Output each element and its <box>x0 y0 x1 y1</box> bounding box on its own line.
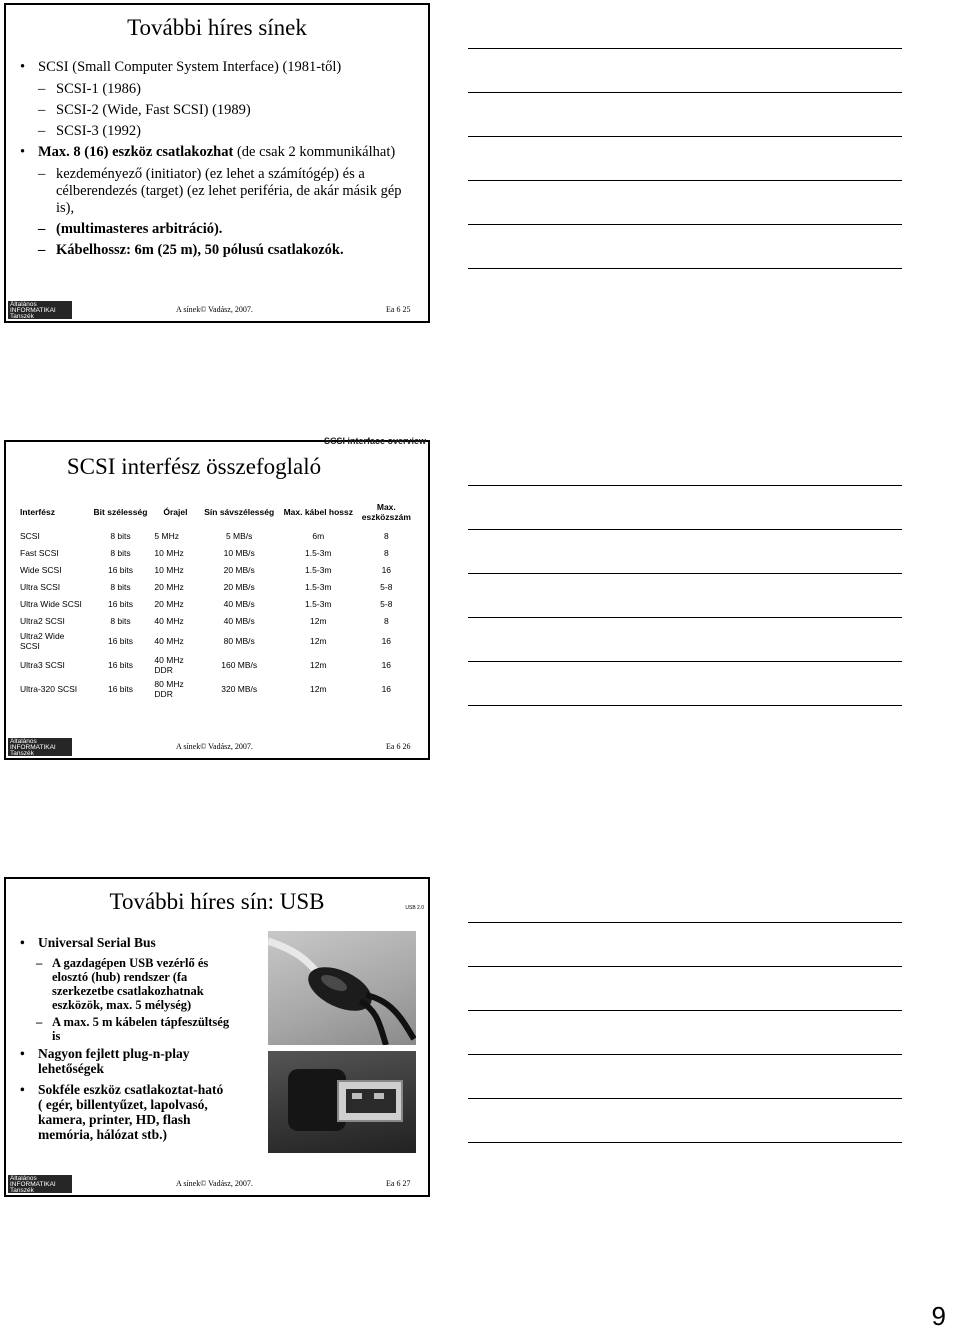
sub-bullet-item: – (multimasteres arbitráció). <box>18 221 414 238</box>
sub-bullet-item: – kezdeményező (initiator) (ez lehet a számítógép) és a célberendezés (target) (ez lehet periféria, de akár másik gép is), <box>18 166 414 217</box>
table-cell: 40 MHz <box>154 615 184 626</box>
footer-copyright: A sínek© Vadász, 2007. <box>176 742 253 751</box>
table-cell: 12m <box>310 660 327 670</box>
logo-line: Általános <box>10 738 37 745</box>
table-cell: 12m <box>310 684 327 694</box>
sub-bullet-item: – SCSI-3 (1992) <box>18 123 414 140</box>
logo-line: INFORMATIKAI <box>10 744 56 751</box>
table-cell: 16 bits <box>107 598 134 609</box>
table-cell: 40 MB/s <box>223 598 255 609</box>
table-cell: 10 MB/s <box>223 547 255 558</box>
slide-title: További híres sín: USB <box>109 889 325 914</box>
column-header: Interfész <box>20 507 55 517</box>
department-logo <box>8 738 72 756</box>
table-cell: 8 <box>383 530 389 541</box>
slide-27 <box>4 877 430 1197</box>
bullet-bold-text: Max. 8 (16) eszköz csatlakozhat <box>38 144 234 160</box>
table-cell: 5 MHz <box>154 530 179 541</box>
table-cell: 40 MHz <box>154 636 184 646</box>
table-cell: 16 <box>381 564 392 575</box>
usb-hub-photo <box>268 931 416 1045</box>
column-header: Bit szélesség <box>93 507 148 517</box>
table-cell: 8 <box>383 547 389 558</box>
column-header: Max. kábel hossz <box>283 507 354 517</box>
logo-line: INFORMATIKAI <box>10 1181 56 1188</box>
usb-plug-illustration <box>268 1051 416 1153</box>
bullet-item <box>18 144 414 161</box>
table-cell: 8 <box>383 615 389 626</box>
table-header-row <box>18 500 416 527</box>
logo-line: Általános <box>10 1175 37 1182</box>
page-number: 9 <box>931 1301 946 1331</box>
sub-bullet-item: – A gazdagépen USB vezérlő és elosztó (hub) rendszer (fa szerkezetbe csatlakozhatnak eszközök, max. 5 mélység) <box>18 956 230 1012</box>
usb-logo-badge: USB 2.0 <box>405 905 424 911</box>
usb-hub-illustration <box>268 931 416 1045</box>
logo-line: Általános <box>10 301 37 308</box>
note-line <box>468 1098 902 1099</box>
note-line <box>468 92 902 93</box>
table-cell: 16 <box>381 636 392 646</box>
table-cell: 20 MB/s <box>223 564 255 575</box>
bullet-list <box>18 59 414 263</box>
table-cell: 20 MHz <box>154 581 184 592</box>
footer-copyright: A sínek© Vadász, 2007. <box>176 1179 253 1188</box>
table-cell: 16 bits <box>107 564 134 575</box>
bullet-list <box>18 935 230 1148</box>
table-cell: 5-8 <box>380 598 393 609</box>
logo-line: Tanszék <box>10 750 34 756</box>
note-line <box>468 617 902 618</box>
slide-25 <box>4 3 430 323</box>
table-cell: 16 bits <box>107 660 134 670</box>
table-row <box>18 561 416 578</box>
logo-line: Tanszék <box>10 1187 34 1193</box>
note-line <box>468 180 902 181</box>
table-cell: 8 bits <box>110 581 131 592</box>
table-cell: Ultra SCSI <box>20 581 61 592</box>
table-cell: 10 MHz <box>154 564 184 575</box>
table-cell: 80 MHz DDR <box>154 679 184 699</box>
cropped-label: SCSI interface overview <box>323 436 426 446</box>
note-line <box>468 966 902 967</box>
table-cell: 20 MB/s <box>223 581 255 592</box>
bullet-item: • SCSI (Small Computer System Interface) (1981-től) <box>18 59 414 76</box>
table-cell: 8 bits <box>110 615 131 626</box>
note-line <box>468 661 902 662</box>
slide-footer <box>6 1173 428 1195</box>
table-cell: 12m <box>310 615 327 626</box>
table-cell: 40 MB/s <box>223 615 255 626</box>
table-cell: Ultra2 Wide SCSI <box>20 631 65 651</box>
table-cell: SCSI <box>20 530 40 541</box>
table-cell: Fast SCSI <box>20 547 59 558</box>
table-row <box>18 595 416 612</box>
table-cell: Ultra3 SCSI <box>20 660 65 670</box>
footer-slide-number: Ea 6 25 <box>386 305 411 314</box>
usb-flash-photo <box>268 1051 416 1153</box>
bullet-item: • Nagyon fejlett plug-n-play lehetőségek <box>18 1046 230 1076</box>
column-header: Órajel <box>163 507 188 517</box>
slide-footer <box>6 736 428 758</box>
bullet-item: • Sokféle eszköz csatlakoztat-ható ( egér, billentyűzet, lapolvasó, kamera, printer, HD, flash memória, hálózat stb.) <box>18 1082 230 1142</box>
table-cell: 16 bits <box>107 684 134 694</box>
note-line <box>468 48 902 49</box>
slide-title: További híres sínek <box>127 15 307 40</box>
table-cell: 16 bits <box>107 636 134 646</box>
footer-copyright: A sínek© Vadász, 2007. <box>176 305 253 314</box>
table-row <box>18 653 416 677</box>
note-line <box>468 1054 902 1055</box>
table-cell: 16 <box>381 660 392 670</box>
note-line <box>468 573 902 574</box>
table-row <box>18 578 416 595</box>
table-row <box>18 527 416 544</box>
table-cell: 5 MB/s <box>225 530 253 541</box>
footer-slide-number: Ea 6 27 <box>386 1179 411 1188</box>
table-cell: 5-8 <box>380 581 393 592</box>
note-line <box>468 268 902 269</box>
note-line <box>468 485 902 486</box>
department-logo <box>8 301 72 319</box>
note-line <box>468 705 902 706</box>
table-cell: 160 MB/s <box>221 660 258 670</box>
table-cell: 40 MHz DDR <box>154 655 184 675</box>
table-row <box>18 544 416 561</box>
department-logo <box>8 1175 72 1193</box>
column-header: Max. eszközszám <box>361 502 411 522</box>
scsi-summary-table <box>18 500 416 701</box>
note-line <box>468 922 902 923</box>
table-cell: 8 bits <box>110 547 131 558</box>
table-cell: Ultra Wide SCSI <box>20 598 82 609</box>
logo-line: Tanszék <box>10 313 34 319</box>
slide-26 <box>4 436 430 760</box>
table-cell: Ultra2 SCSI <box>20 615 65 626</box>
table-cell: 1.5-3m <box>305 581 332 592</box>
bullet-extra-text: (de csak 2 kommunikálhat) <box>233 144 396 160</box>
table-cell: 80 MB/s <box>223 636 255 646</box>
table-cell: 8 bits <box>110 530 131 541</box>
note-line <box>468 529 902 530</box>
note-line <box>468 136 902 137</box>
column-header: Sín sávszélesség <box>204 507 275 517</box>
table-cell: Ultra-320 SCSI <box>20 684 78 694</box>
table-cell: 1.5-3m <box>305 598 332 609</box>
table-cell: 16 <box>381 684 392 694</box>
table-cell: Wide SCSI <box>20 564 62 575</box>
table-row <box>18 612 416 629</box>
table-cell: 12m <box>310 636 327 646</box>
slide-footer <box>6 299 428 321</box>
table-cell: 1.5-3m <box>305 547 332 558</box>
table-cell: 1.5-3m <box>305 564 332 575</box>
bullet-item: • Universal Serial Bus <box>18 935 230 950</box>
sub-bullet-item: – SCSI-2 (Wide, Fast SCSI) (1989) <box>18 102 414 119</box>
sub-bullet-item: – A max. 5 m kábelen tápfeszültség is <box>18 1015 230 1043</box>
table-row <box>18 629 416 653</box>
sub-bullet-item: – SCSI-1 (1986) <box>18 81 414 98</box>
note-line <box>468 1142 902 1143</box>
table-cell: 10 MHz <box>154 547 184 558</box>
table-cell: 20 MHz <box>154 598 184 609</box>
note-line <box>468 1010 902 1011</box>
logo-line: INFORMATIKAI <box>10 307 56 314</box>
table-cell: 6m <box>312 530 325 541</box>
sub-bullet-item: – Kábelhossz: 6m (25 m), 50 pólusú csatlakozók. <box>18 242 414 259</box>
table-cell: 320 MB/s <box>221 684 258 694</box>
table-row <box>18 677 416 701</box>
footer-slide-number: Ea 6 26 <box>386 742 411 751</box>
note-line <box>468 224 902 225</box>
slide-title: SCSI interfész összefoglaló <box>66 454 322 479</box>
